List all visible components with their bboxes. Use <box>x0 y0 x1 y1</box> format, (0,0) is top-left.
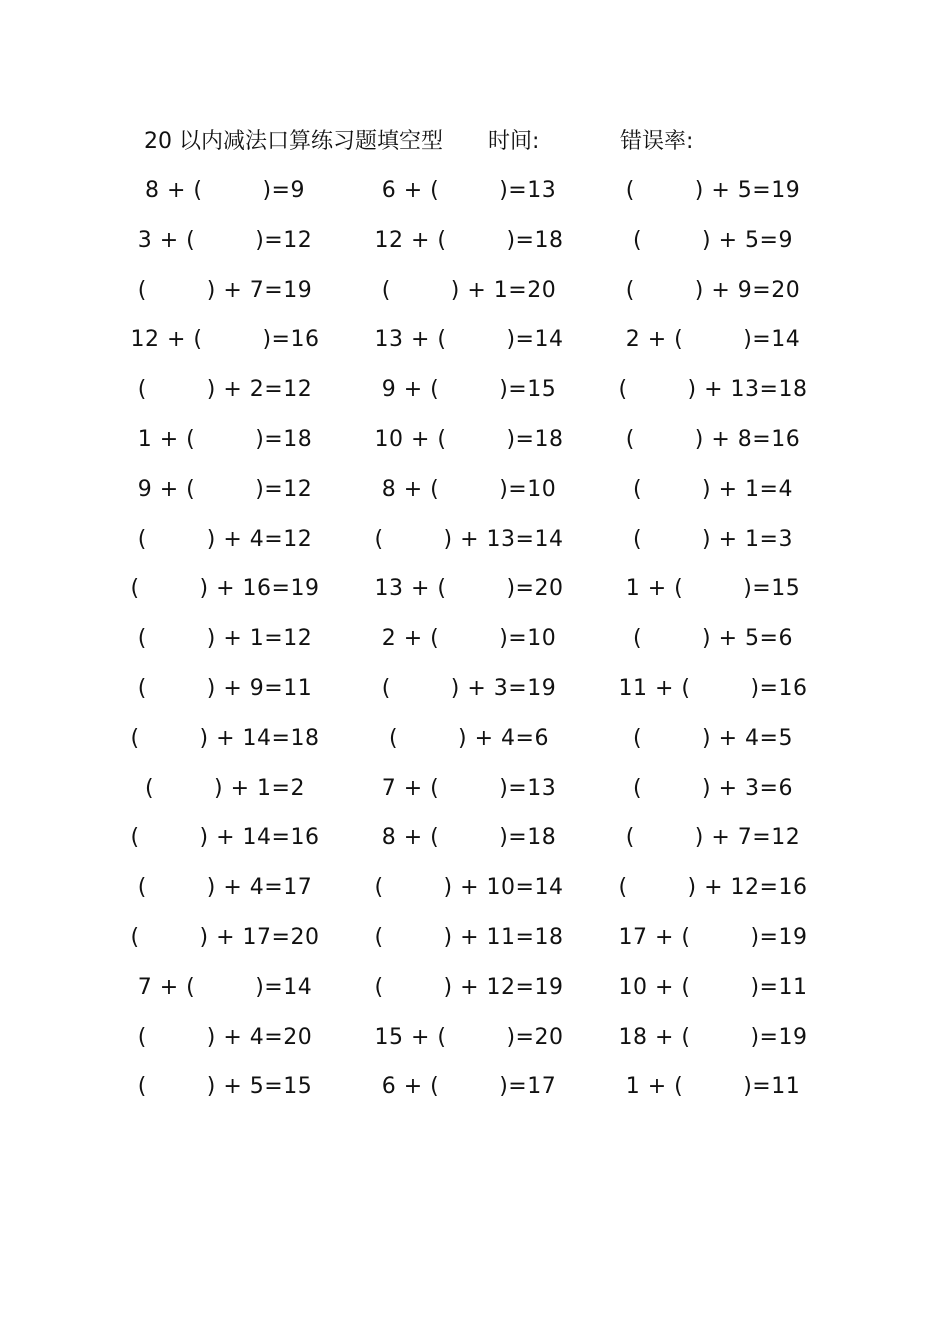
problem-row <box>0 818 950 868</box>
math-problem: 10 + ( )=11 <box>618 974 808 1000</box>
math-problem: 1 + ( )=11 <box>625 1074 801 1100</box>
math-problem: 8 + ( )=9 <box>145 178 305 203</box>
math-problem: ( ) + 1=2 <box>145 775 305 801</box>
math-problem: ( ) + 11=18 <box>374 924 564 950</box>
problem-row <box>0 271 950 321</box>
math-problem: 13 + ( )=14 <box>374 327 564 353</box>
math-problem: 2 + ( )=14 <box>625 327 801 353</box>
math-problem: 17 + ( )=19 <box>618 924 808 950</box>
problem-row <box>0 918 950 968</box>
problem-row <box>0 1067 950 1117</box>
math-problem: 2 + ( )=10 <box>381 626 557 652</box>
problem-row <box>0 868 950 918</box>
math-problem: ( ) + 4=20 <box>137 1024 313 1050</box>
problem-row <box>0 719 950 769</box>
math-problem: ( ) + 8=16 <box>625 426 801 452</box>
math-problem: 12 + ( )=16 <box>130 327 320 353</box>
math-problem: ( ) + 2=12 <box>137 377 313 403</box>
math-problem: ( ) + 3=19 <box>381 675 557 701</box>
math-problem: 3 + ( )=12 <box>137 227 313 253</box>
math-problem: ( ) + 4=6 <box>389 725 549 751</box>
problem-row <box>0 968 950 1018</box>
math-problem: 13 + ( )=20 <box>374 576 564 602</box>
math-problem: ( ) + 4=12 <box>137 526 313 552</box>
problem-row <box>0 470 950 520</box>
math-problem: ( ) + 12=16 <box>618 875 808 901</box>
math-problem: 15 + ( )=20 <box>374 1024 564 1050</box>
math-problem: ( ) + 13=14 <box>374 526 564 552</box>
problem-row <box>0 370 950 420</box>
math-problem: 8 + ( )=10 <box>381 476 557 502</box>
math-problem: ( ) + 12=19 <box>374 974 564 1000</box>
math-problem: ( ) + 5=9 <box>633 227 793 253</box>
math-problem: ( ) + 7=19 <box>137 277 313 303</box>
problem-row <box>0 171 950 221</box>
math-problem: ( ) + 1=3 <box>633 526 793 552</box>
problem-row <box>0 619 950 669</box>
math-problem: ( ) + 14=16 <box>130 825 320 851</box>
math-problem: 10 + ( )=18 <box>374 426 564 452</box>
math-problem: 7 + ( )=14 <box>137 974 313 1000</box>
math-problem: ( ) + 16=19 <box>130 576 320 602</box>
math-problem: ( ) + 5=19 <box>625 178 801 203</box>
math-problem: ( ) + 9=20 <box>625 277 801 303</box>
math-problem: 11 + ( )=16 <box>618 675 808 701</box>
math-problem: 6 + ( )=17 <box>381 1074 557 1100</box>
worksheet-title: 20 以内减法口算练习题填空型 <box>144 129 443 154</box>
math-problem: 9 + ( )=15 <box>381 377 557 403</box>
problem-row <box>0 1018 950 1068</box>
math-problem: ( ) + 13=18 <box>618 377 808 403</box>
math-problem: 18 + ( )=19 <box>618 1024 808 1050</box>
time-label: 时间: <box>488 129 540 154</box>
math-problem: ( ) + 7=12 <box>625 825 801 851</box>
math-problem: 8 + ( )=18 <box>381 825 557 851</box>
math-problem: 9 + ( )=12 <box>137 476 313 502</box>
math-problem: ( ) + 17=20 <box>130 924 320 950</box>
math-problem: ( ) + 14=18 <box>130 725 320 751</box>
math-problem: 7 + ( )=13 <box>381 775 557 801</box>
math-problem: ( ) + 9=11 <box>137 675 313 701</box>
math-problem: ( ) + 1=20 <box>381 277 557 303</box>
problem-row <box>0 769 950 819</box>
math-problem: ( ) + 1=4 <box>633 476 793 502</box>
math-problem: ( ) + 4=5 <box>633 725 793 751</box>
problem-grid <box>0 171 950 1117</box>
math-problem: 12 + ( )=18 <box>374 227 564 253</box>
problem-row <box>0 520 950 570</box>
math-problem: ( ) + 1=12 <box>137 626 313 652</box>
worksheet-header <box>144 124 824 160</box>
math-problem: 1 + ( )=15 <box>625 576 801 602</box>
error-rate-label: 错误率: <box>620 129 694 154</box>
problem-row <box>0 669 950 719</box>
problem-row <box>0 569 950 619</box>
problem-row <box>0 420 950 470</box>
math-problem: 1 + ( )=18 <box>137 426 313 452</box>
math-problem: ( ) + 10=14 <box>374 875 564 901</box>
problem-row <box>0 221 950 271</box>
problem-row <box>0 320 950 370</box>
math-problem: ( ) + 4=17 <box>137 875 313 901</box>
math-problem: ( ) + 3=6 <box>633 775 793 801</box>
math-problem: ( ) + 5=6 <box>633 626 793 652</box>
math-problem: 6 + ( )=13 <box>381 178 557 203</box>
math-problem: ( ) + 5=15 <box>137 1074 313 1100</box>
